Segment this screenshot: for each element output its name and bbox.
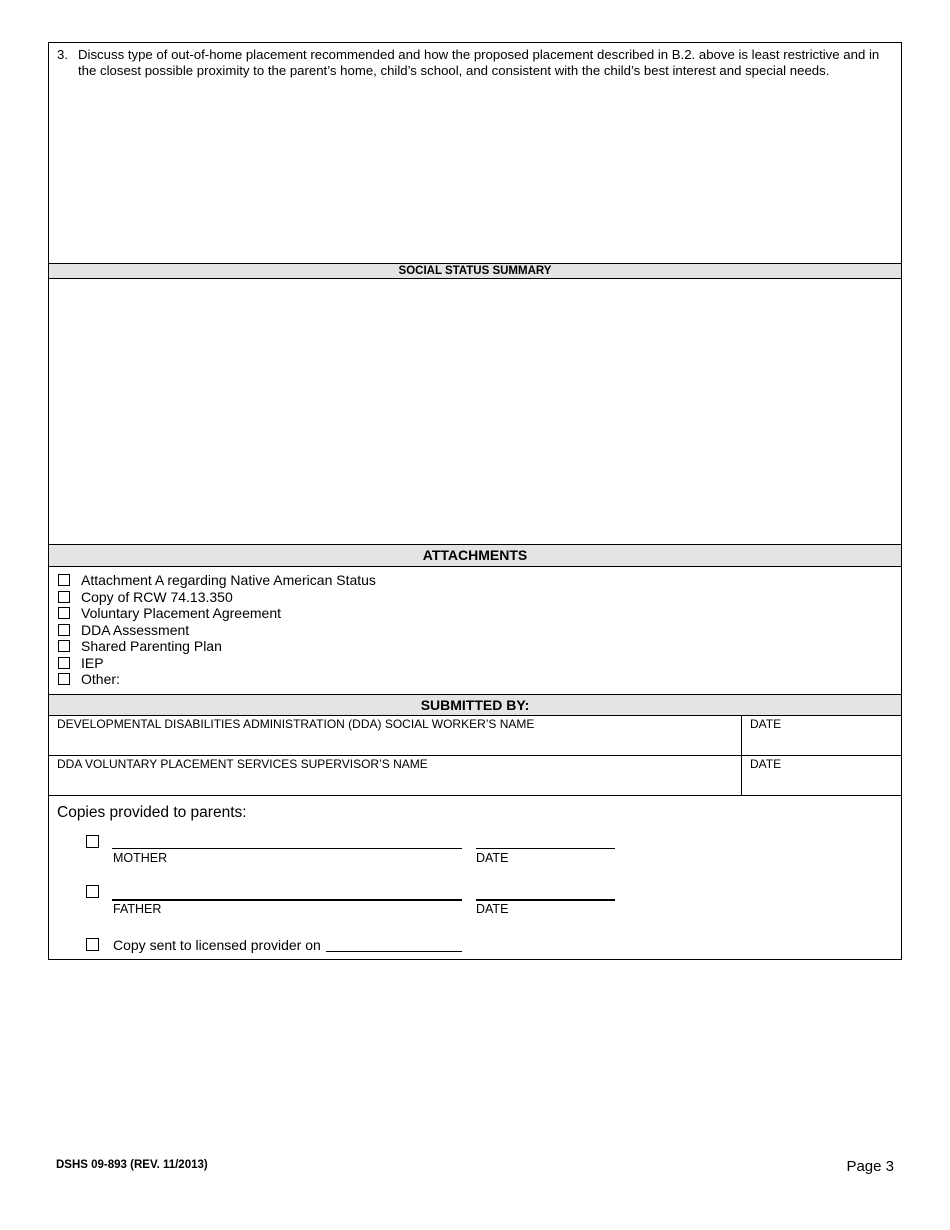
mother-signature-line[interactable] [112, 848, 462, 849]
supervisor-name-field[interactable] [49, 756, 901, 796]
attachment-label: IEP [81, 654, 104, 671]
attachment-label: Copy of RCW 74.13.350 [81, 588, 233, 605]
date-label: DATE [750, 717, 782, 731]
father-signature-line[interactable] [112, 899, 462, 901]
attachment-label: Attachment A regarding Native American Status [81, 572, 376, 588]
mother-checkbox[interactable] [86, 835, 99, 848]
licensed-provider-date-line[interactable] [326, 951, 462, 952]
form-id: DSHS 09-893 (REV. 11/2013) [56, 1159, 208, 1171]
attachments-heading: ATTACHMENTS [49, 544, 901, 567]
attachment-label: Shared Parenting Plan [81, 638, 222, 654]
submitted-by-heading: SUBMITTED BY: [49, 694, 901, 716]
supervisor-date-field[interactable] [741, 756, 902, 795]
copies-section [49, 796, 901, 959]
attachment-checkbox[interactable] [58, 624, 70, 636]
attachment-checkbox[interactable] [58, 591, 70, 603]
copies-title: Copies provided to parents: [57, 804, 247, 821]
social-status-summary-heading: SOCIAL STATUS SUMMARY [49, 263, 901, 279]
mother-date-line[interactable] [476, 848, 615, 849]
attachment-item-iep [57, 655, 376, 672]
mother-date-label: DATE [476, 851, 509, 865]
social-worker-date-field[interactable] [741, 716, 902, 755]
father-date-line[interactable] [476, 899, 615, 901]
social-status-summary-field[interactable] [49, 279, 901, 545]
attachment-label: Other: [81, 671, 120, 687]
licensed-provider-text: Copy sent to licensed provider on [113, 937, 321, 953]
page-number: Page 3 [846, 1158, 894, 1175]
attachment-checkbox[interactable] [58, 574, 70, 586]
licensed-provider-checkbox[interactable] [86, 938, 99, 951]
form-page [48, 42, 902, 960]
attachment-item-other [57, 671, 376, 688]
father-checkbox[interactable] [86, 885, 99, 898]
attachment-item-voluntary-placement [57, 605, 376, 622]
social-worker-name-label: DEVELOPMENTAL DISABILITIES ADMINISTRATION (DDA) SOCIAL WORKER’S NAME [57, 717, 535, 731]
attachment-checkbox[interactable] [58, 640, 70, 652]
attachment-item-native-american [57, 572, 376, 589]
attachments-list [57, 572, 376, 688]
attachment-checkbox[interactable] [58, 673, 70, 685]
question-number: 3. [57, 47, 68, 62]
supervisor-name-label: DDA VOLUNTARY PLACEMENT SERVICES SUPERVISOR’S NAME [57, 757, 428, 771]
attachment-checkbox[interactable] [58, 607, 70, 619]
attachment-checkbox[interactable] [58, 657, 70, 669]
attachment-item-rcw [57, 589, 376, 606]
question-3 [49, 43, 901, 263]
mother-label: MOTHER [113, 851, 168, 865]
attachment-item-shared-parenting [57, 638, 376, 655]
father-label: FATHER [113, 902, 162, 916]
date-label: DATE [750, 757, 782, 771]
social-worker-name-field[interactable] [49, 716, 901, 756]
attachment-label: Voluntary Placement Agreement [81, 605, 282, 621]
attachment-item-dda-assessment [57, 622, 376, 639]
question-text: Discuss type of out-of-home placement recommended and how the proposed placement described in B.2. above is least restrictive and in the closest possible proximity to the parent’s home, child’s school, and consistent with the child’s best interest and special needs. [78, 47, 880, 78]
attachment-label: DDA Assessment [81, 621, 190, 638]
father-date-label: DATE [476, 902, 509, 916]
